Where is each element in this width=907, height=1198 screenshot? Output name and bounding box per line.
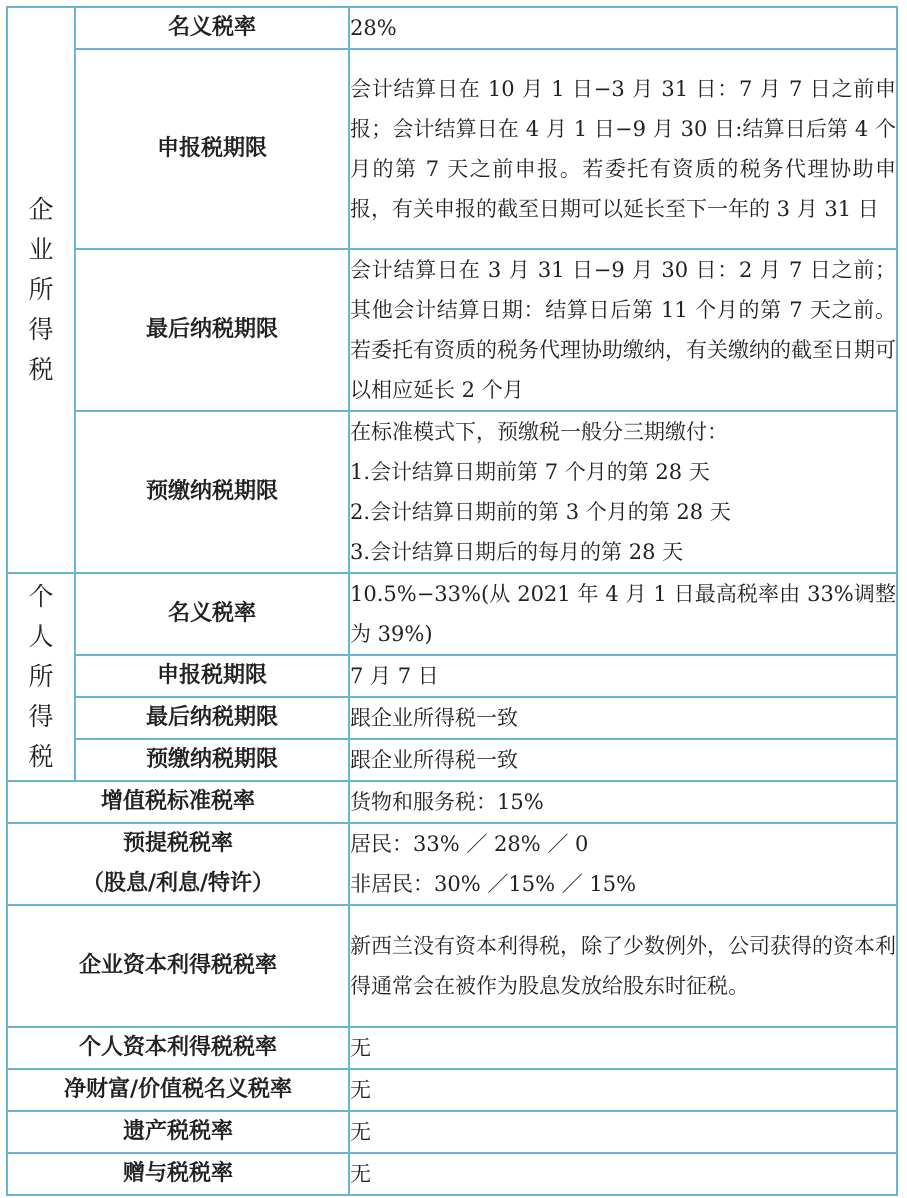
gift-label: 赠与税税率 bbox=[7, 1153, 349, 1195]
corporate-rate-value: 28% bbox=[349, 7, 897, 49]
table-row bbox=[7, 411, 897, 573]
corporate-prepay-label: 预缴纳税期限 bbox=[75, 411, 349, 573]
net-wealth-label: 净财富/价值税名义税率 bbox=[7, 1069, 349, 1111]
individual-rate-value: 10.5%−33%(从 2021 年 4 月 1 日最高税率由 33%调整为 39%) bbox=[349, 573, 897, 655]
prepay-line: 1.会计结算日期前第 7 个月的第 28 天 bbox=[350, 460, 710, 484]
corporate-filing-label: 申报税期限 bbox=[75, 49, 349, 249]
individual-filing-label: 申报税期限 bbox=[75, 655, 349, 697]
corporate-cgt-value: 新西兰没有资本利得税，除了少数例外，公司获得的资本利得通常会在被作为股息发放给股东时征税。 bbox=[349, 905, 897, 1027]
withholding-label: 预提税税率 （股息/利息/特许） bbox=[7, 823, 349, 905]
individual-final-value: 跟企业所得税一致 bbox=[349, 697, 897, 739]
table-row bbox=[7, 249, 897, 411]
corporate-final-label: 最后纳税期限 bbox=[75, 249, 349, 411]
individual-tax-group-label: 个 人 所 得 税 bbox=[7, 573, 75, 781]
gift-value: 无 bbox=[349, 1153, 897, 1195]
table-row bbox=[7, 1027, 897, 1069]
table-row bbox=[7, 573, 897, 655]
corporate-cgt-label: 企业资本利得税税率 bbox=[7, 905, 349, 1027]
individual-prepay-value: 跟企业所得税一致 bbox=[349, 739, 897, 781]
table-row bbox=[7, 905, 897, 1027]
table-row bbox=[7, 1069, 897, 1111]
table-row bbox=[7, 781, 897, 823]
corporate-rate-label: 名义税率 bbox=[75, 7, 349, 49]
corporate-tax-group-label: 企 业 所 得 税 bbox=[7, 7, 75, 573]
inheritance-value: 无 bbox=[349, 1111, 897, 1153]
table-row bbox=[7, 1153, 897, 1195]
individual-filing-value: 7 月 7 日 bbox=[349, 655, 897, 697]
individual-rate-label: 名义税率 bbox=[75, 573, 349, 655]
table-row bbox=[7, 1111, 897, 1153]
table-row bbox=[7, 697, 897, 739]
corporate-prepay-value bbox=[349, 411, 897, 573]
tax-summary-table bbox=[6, 6, 898, 1196]
table-row bbox=[7, 823, 897, 905]
withholding-value: 居民：33% ／ 28% ／ 0 非居民：30% ／15% ／ 15% bbox=[349, 823, 897, 905]
corporate-final-value: 会计结算日在 3 月 31 日−9 月 30 日：2 月 7 日之前；其他会计结算日期：结算日后第 11 个月的第 7 天之前。若委托有资质的税务代理协助缴纳，有关缴纳的截至日期可以相应延长 2 个月 bbox=[349, 249, 897, 411]
individual-final-label: 最后纳税期限 bbox=[75, 697, 349, 739]
prepay-line: 2.会计结算日期前的第 3 个月的第 28 天 bbox=[350, 500, 731, 524]
individual-cgt-label: 个人资本利得税税率 bbox=[7, 1027, 349, 1069]
inheritance-label: 遗产税税率 bbox=[7, 1111, 349, 1153]
table-row bbox=[7, 739, 897, 781]
corporate-filing-value: 会计结算日在 10 月 1 日−3 月 31 日：7 月 7 日之前申报；会计结算日在 4 月 1 日−9 月 30 日:结算日后第 4 个月的第 7 天之前申报。若委托有资质的税务代理协助申报，有关申报的截至日期可以延长至下一年的 3 月 31 日 bbox=[349, 49, 897, 249]
vat-label: 增值税标准税率 bbox=[7, 781, 349, 823]
prepay-line: 在标准模式下，预缴税一般分三期缴付： bbox=[350, 420, 728, 444]
net-wealth-value: 无 bbox=[349, 1069, 897, 1111]
table-row bbox=[7, 655, 897, 697]
individual-prepay-label: 预缴纳税期限 bbox=[75, 739, 349, 781]
vat-value: 货物和服务税：15% bbox=[349, 781, 897, 823]
table-row bbox=[7, 7, 897, 49]
prepay-line: 3.会计结算日期后的每月的第 28 天 bbox=[350, 540, 684, 564]
table-row bbox=[7, 49, 897, 249]
individual-cgt-value: 无 bbox=[349, 1027, 897, 1069]
